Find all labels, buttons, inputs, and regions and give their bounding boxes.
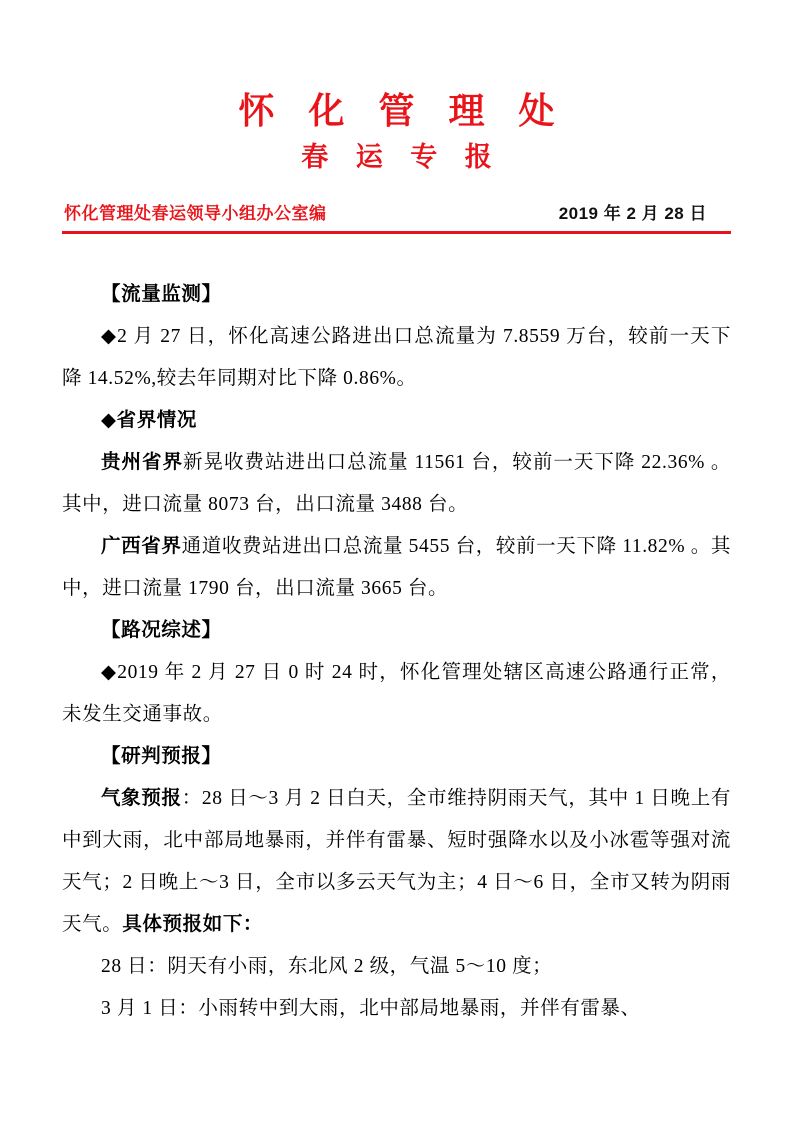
section-heading-forecast: 【研判预报】 — [101, 745, 222, 767]
paragraph-forecast-day-mar1: 3 月 1 日：小雨转中到大雨，北中部局地暴雨，并伴有雷暴、 — [101, 997, 641, 1019]
masthead-meta — [62, 199, 731, 224]
masthead — [62, 88, 731, 234]
paragraph-traffic-monitor: ◆2 月 27 日，怀化高速公路进出口总流量为 7.8559 万台，较前一天下降 14.52%,较去年同期对比下降 0.86%。 — [62, 325, 731, 389]
text-guangxi: 通道收费站进出口总流量 5455 台，较前一天下降 11.82% 。其中，进口流量 1790 台，出口流量 3665 台。 — [62, 535, 731, 599]
section-heading-traffic-monitor: 【流量监测】 — [101, 283, 222, 305]
section-heading-province-border: ◆省界情况 — [101, 409, 197, 431]
issuer-label: 怀化管理处春运领导小组办公室编 — [64, 203, 327, 223]
lead-guizhou: 贵州省界 — [101, 451, 184, 473]
text-guizhou: 新晃收费站进出口总流量 11561 台，较前一天下降 22.36% 。其中，进口流量 8073 台，出口流量 3488 台。 — [62, 451, 731, 515]
masthead-title: 怀 化 管 理 处 — [238, 90, 567, 131]
text-weather-forecast: ：28 日～3 月 2 日白天，全市维持阴雨天气，其中 1 日晚上有中到大雨，北中部局地暴雨，并伴有雷暴、短时强降水以及小冰雹等强对流天气；2 日晚上～3 日，全市以多云天气为主；4 日～6 日，全市又转为阴雨天气。 — [62, 787, 732, 935]
masthead-divider — [62, 231, 731, 234]
paragraph-weather-forecast — [62, 778, 731, 946]
lead-weather-forecast: 气象预报 — [101, 787, 182, 809]
paragraph-forecast-day-28: 28 日：阴天有小雨，东北风 2 级，气温 5～10 度； — [101, 955, 553, 977]
document-body — [62, 274, 731, 1030]
text-forecast-detail-intro: 具体预报如下： — [122, 913, 264, 935]
masthead-subtitle: 春 运 专 报 — [301, 142, 502, 172]
paragraph-guizhou-border — [62, 442, 731, 526]
section-heading-road-conditions: 【路况综述】 — [101, 619, 222, 641]
issue-date: 2019 年 2 月 28 日 — [558, 203, 707, 223]
paragraph-guangxi-border — [62, 526, 731, 610]
lead-guangxi: 广西省界 — [101, 535, 182, 557]
paragraph-road-conditions: ◆2019 年 2 月 27 日 0 时 24 时，怀化管理处辖区高速公路通行正常，未发生交通事故。 — [62, 661, 731, 725]
